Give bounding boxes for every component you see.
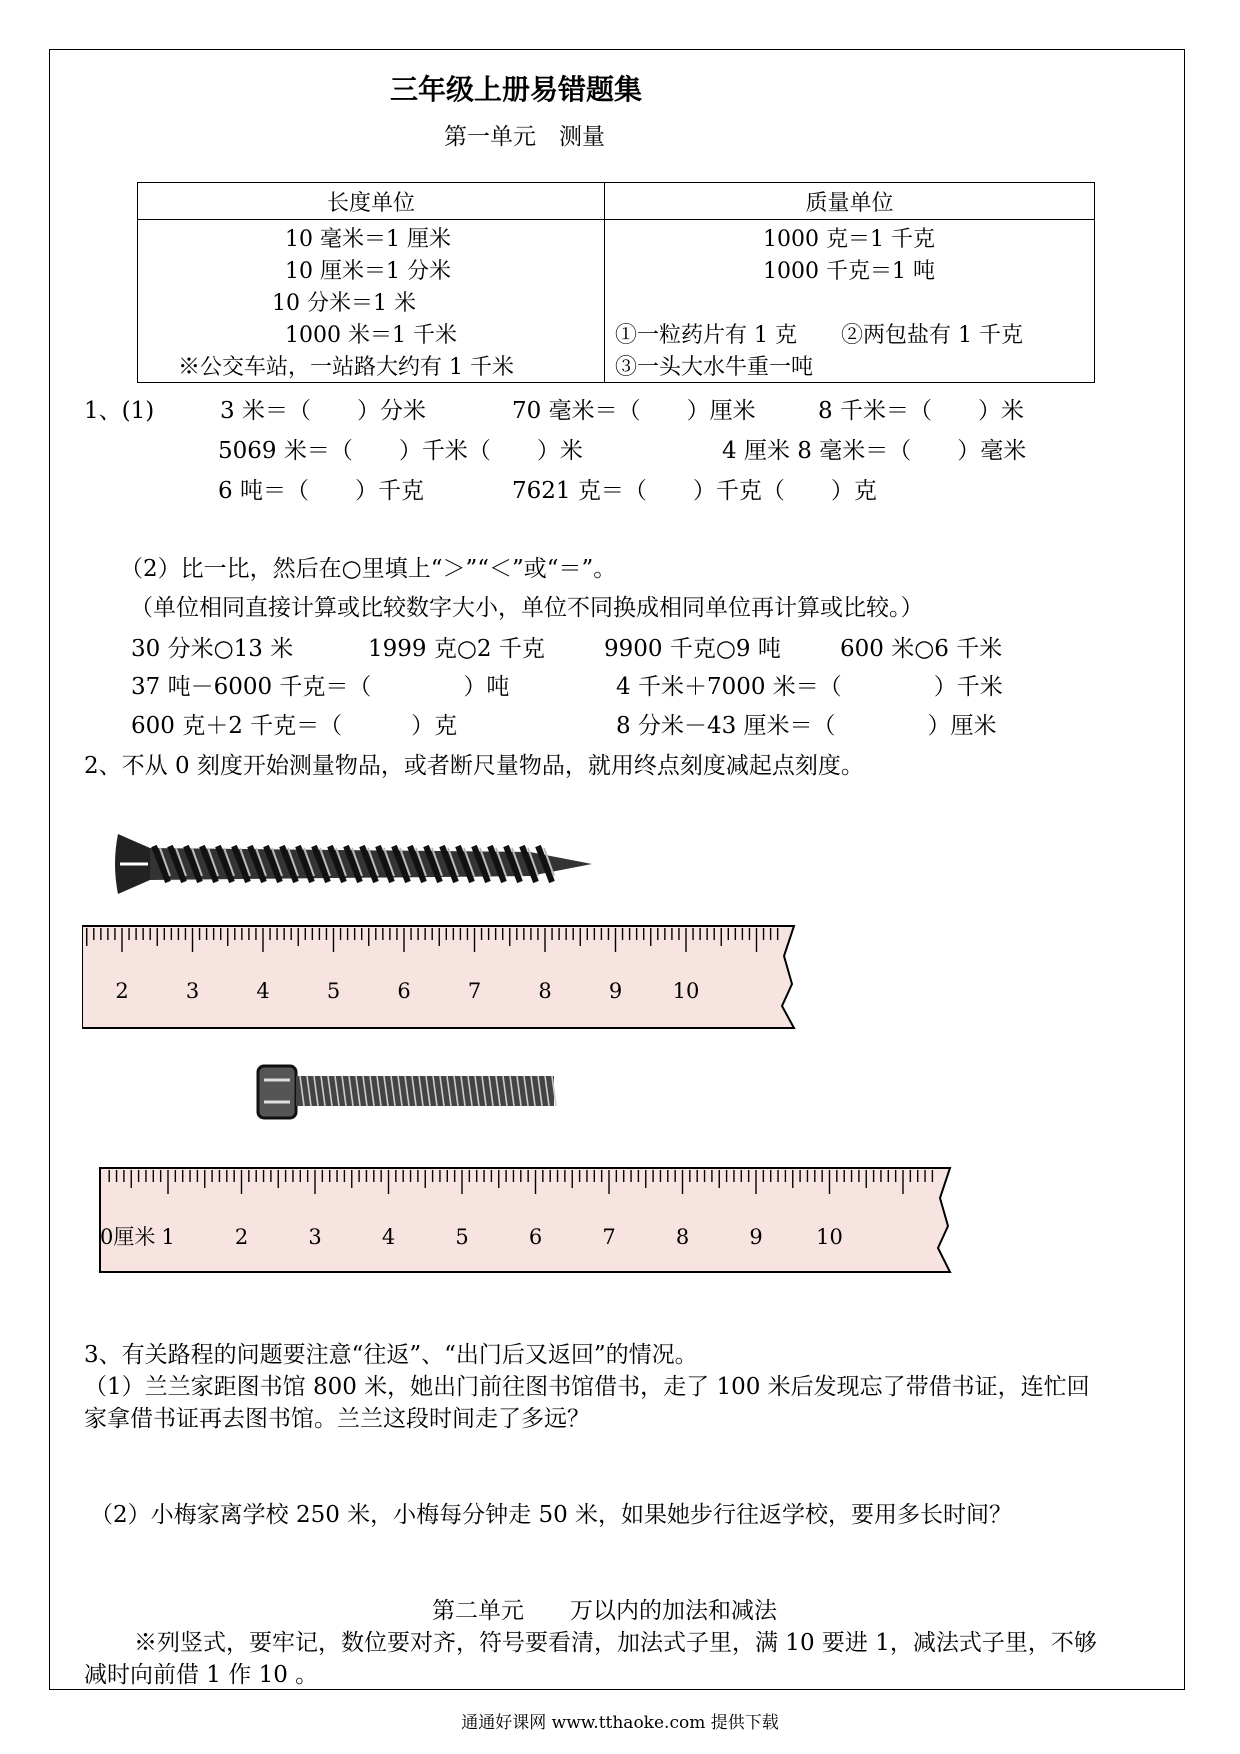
page-footer: 通通好课网 www.tthaoke.com 提供下载 [461,1713,779,1733]
ruler-label: 0厘米 [100,1225,156,1249]
ruler-label: 3 [185,979,200,1003]
ruler-2 [98,1164,958,1276]
units-table [137,182,1095,383]
q1-label: 1、(1) [84,398,155,424]
q1-part2-title: （2）比一比，然后在○里填上“＞”“＜”或“＝”。 [120,556,617,582]
q1-blank: 4 厘米 8 毫米＝（ ）毫米 [722,438,1027,464]
ruler-label: 8 [538,979,552,1003]
q3-part1-line2: 家拿借书证再去图书馆。兰兰这段时间走了多远？ [84,1406,590,1432]
ruler-label: 10 [672,979,700,1003]
ruler-2-body [100,1168,950,1272]
ruler-label: 9 [608,979,623,1003]
calc-item: 4 千米＋7000 米＝（ ）千米 [616,674,1003,700]
q1-blank: 5069 米＝（ ）千米（ ）米 [218,438,583,464]
length-line: 10 分米＝1 米 [272,291,416,316]
mass-line: ③一头大水牛重一吨 [615,355,814,380]
q3-part1-line1: （1）兰兰家距图书馆 800 米，她出门前往图书馆借书，走了 100 米后发现忘了带借书证，连忙回 [84,1374,1090,1400]
unit1-title: 第一单元 测量 [444,124,605,150]
compare-item: 30 分米○13 米 [131,636,294,662]
q3-title: 3、有关路程的问题要注意“往返”、“出门后又返回”的情况。 [84,1342,698,1368]
mass-line: ①一粒药片有 1 克 ②两包盐有 1 千克 [615,323,1023,348]
ruler-label: 8 [675,1225,690,1249]
length-line: 1000 米＝1 千米 [285,323,457,348]
compare-item: 1999 克○2 千克 [368,636,545,662]
bolt-illustration [254,1058,564,1128]
calc-item: 37 吨－6000 千克＝（ ）吨 [131,674,510,700]
ruler-label: 10 [816,1225,843,1249]
length-line: 10 厘米＝1 分米 [285,259,451,284]
ruler-label: 4 [381,1225,396,1249]
mass-line: 1000 千克＝1 吨 [763,259,935,284]
ruler-label: 2 [234,1225,249,1249]
ruler-label: 6 [528,1225,543,1249]
ruler-label: 2 [115,979,129,1003]
unit2-title: 第二单元 万以内的加法和减法 [432,1598,777,1624]
ruler-1 [82,922,802,1032]
q1-blank: 6 吨＝（ ）千克 [218,478,424,504]
q1-blank: 7621 克＝（ ）千克（ ）克 [512,478,877,504]
ruler-label: 5 [326,979,341,1003]
ruler-label: 3 [308,1225,322,1249]
q1-blank: 70 毫米＝（ ）厘米 [512,398,756,424]
q2-text: 2、不从 0 刻度开始测量物品，或者断尺量物品，就用终点刻度减起点刻度。 [84,753,864,779]
q1-blank: 3 米＝（ ）分米 [220,398,426,424]
q1-part2-note: （单位相同直接计算或比较数字大小，单位不同换成相同单位再计算或比较。） [130,595,924,621]
unit2-note-line2: 减时向前借 1 作 10 。 [84,1662,319,1688]
mass-cell [605,220,1095,383]
q3-part2: （2）小梅家离学校 250 米，小梅每分钟走 50 米，如果她步行往返学校，要用多长时间？ [90,1502,1013,1528]
ruler-label: 9 [749,1225,763,1249]
ruler-label: 5 [455,1225,469,1249]
header-length: 长度单位 [138,183,605,220]
calc-item: 8 分米－43 厘米＝（ ）厘米 [616,713,997,739]
length-line: 10 毫米＝1 厘米 [285,227,451,252]
page-title: 三年级上册易错题集 [390,73,643,106]
ruler-label: 6 [397,979,411,1003]
unit2-note-line1: ※列竖式，要牢记，数位要对齐，符号要看清，加法式子里，满 10 要进 1，减法式子里，不够 [134,1630,1097,1656]
screw-illustration [110,818,600,908]
length-cell [138,220,605,383]
compare-item: 600 米○6 千米 [840,636,1003,662]
ruler-label: 7 [602,1225,616,1249]
bolt-head [258,1066,296,1118]
q1-blank: 8 千米＝（ ）米 [818,398,1024,424]
bolt-shaft [296,1076,554,1106]
calc-item: 600 克＋2 千克＝（ ）克 [131,713,458,739]
length-line: ※公交车站，一站路大约有 1 千米 [178,355,514,380]
ruler-label: 4 [256,979,270,1003]
header-mass: 质量单位 [605,183,1095,220]
ruler-1-body [82,926,794,1028]
compare-item: 9900 千克○9 吨 [604,636,781,662]
mass-line: 1000 克＝1 千克 [763,227,935,252]
ruler-label: 1 [161,1225,175,1249]
ruler-label: 7 [467,979,482,1003]
